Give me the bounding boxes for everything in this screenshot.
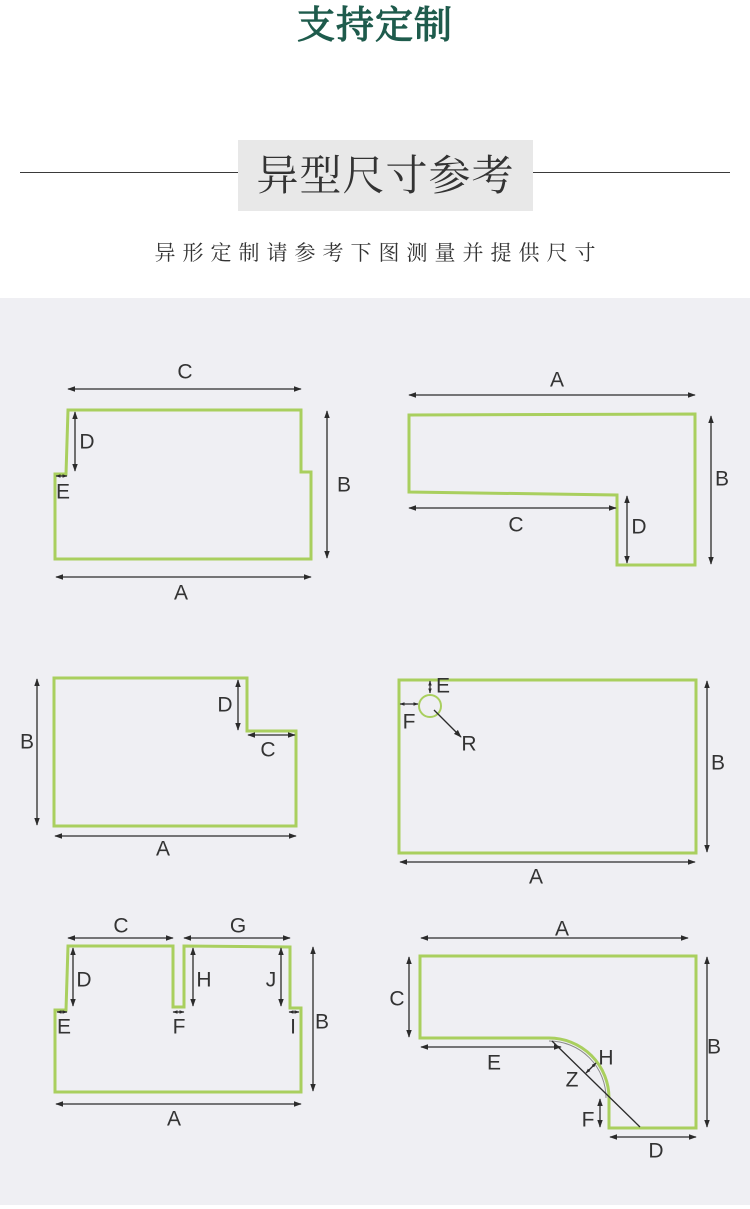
- dimension-label: F: [172, 1015, 186, 1039]
- dimension-label: D: [631, 515, 647, 539]
- dimension-label: E: [435, 674, 451, 698]
- dimension-label: C: [389, 987, 405, 1011]
- dimension-label: D: [76, 968, 92, 992]
- dimension-label: B: [714, 467, 730, 491]
- dimension-label: D: [79, 430, 95, 454]
- dimension-arrow-r: [434, 710, 461, 737]
- dimension-arrow-h: [586, 1063, 596, 1073]
- diagram-6: [389, 918, 721, 1163]
- diagram-3: [20, 678, 296, 861]
- dimension-label: B: [336, 473, 352, 497]
- diagram-5: [55, 915, 329, 1131]
- dimension-label: B: [19, 730, 35, 754]
- dimension-label: A: [155, 837, 171, 861]
- dimension-label: B: [706, 1035, 722, 1059]
- dimension-label: C: [508, 513, 524, 537]
- diagram-2: [409, 369, 729, 566]
- shape-outline: [409, 414, 695, 565]
- dimension-label: C: [260, 738, 276, 762]
- dimension-label: E: [486, 1051, 502, 1075]
- section-heading: 异型尺寸参考: [238, 140, 533, 211]
- dimension-label: C: [177, 360, 193, 384]
- shape-outline: [399, 680, 696, 853]
- dimension-label: A: [528, 865, 544, 889]
- dimension-label: H: [196, 968, 212, 992]
- diagram-1: [55, 361, 351, 605]
- dimension-label: B: [314, 1010, 330, 1034]
- dimension-label: B: [710, 751, 726, 775]
- dimension-label: D: [217, 693, 233, 717]
- dimension-label: H: [598, 1046, 614, 1070]
- dimension-label: D: [648, 1139, 664, 1163]
- dimension-label: I: [290, 1015, 296, 1039]
- page-title: 支持定制: [296, 3, 453, 47]
- dimension-label: G: [229, 914, 247, 938]
- dimension-label: Z: [565, 1068, 579, 1092]
- dimension-label: E: [55, 480, 71, 504]
- dimension-label: C: [113, 914, 129, 938]
- diagram-4: [399, 675, 725, 889]
- dimension-label: J: [265, 968, 277, 992]
- dimension-label: F: [581, 1108, 595, 1132]
- dimension-label: A: [173, 581, 189, 605]
- dimension-label: A: [554, 917, 570, 941]
- dimension-label: F: [402, 710, 416, 734]
- dimension-label: A: [549, 368, 565, 392]
- dimension-label: E: [56, 1015, 72, 1039]
- dimension-label: R: [461, 732, 477, 756]
- dimension-label: A: [166, 1107, 182, 1131]
- section-subtitle: 异形定制请参考下图测量并提供尺寸: [154, 241, 603, 265]
